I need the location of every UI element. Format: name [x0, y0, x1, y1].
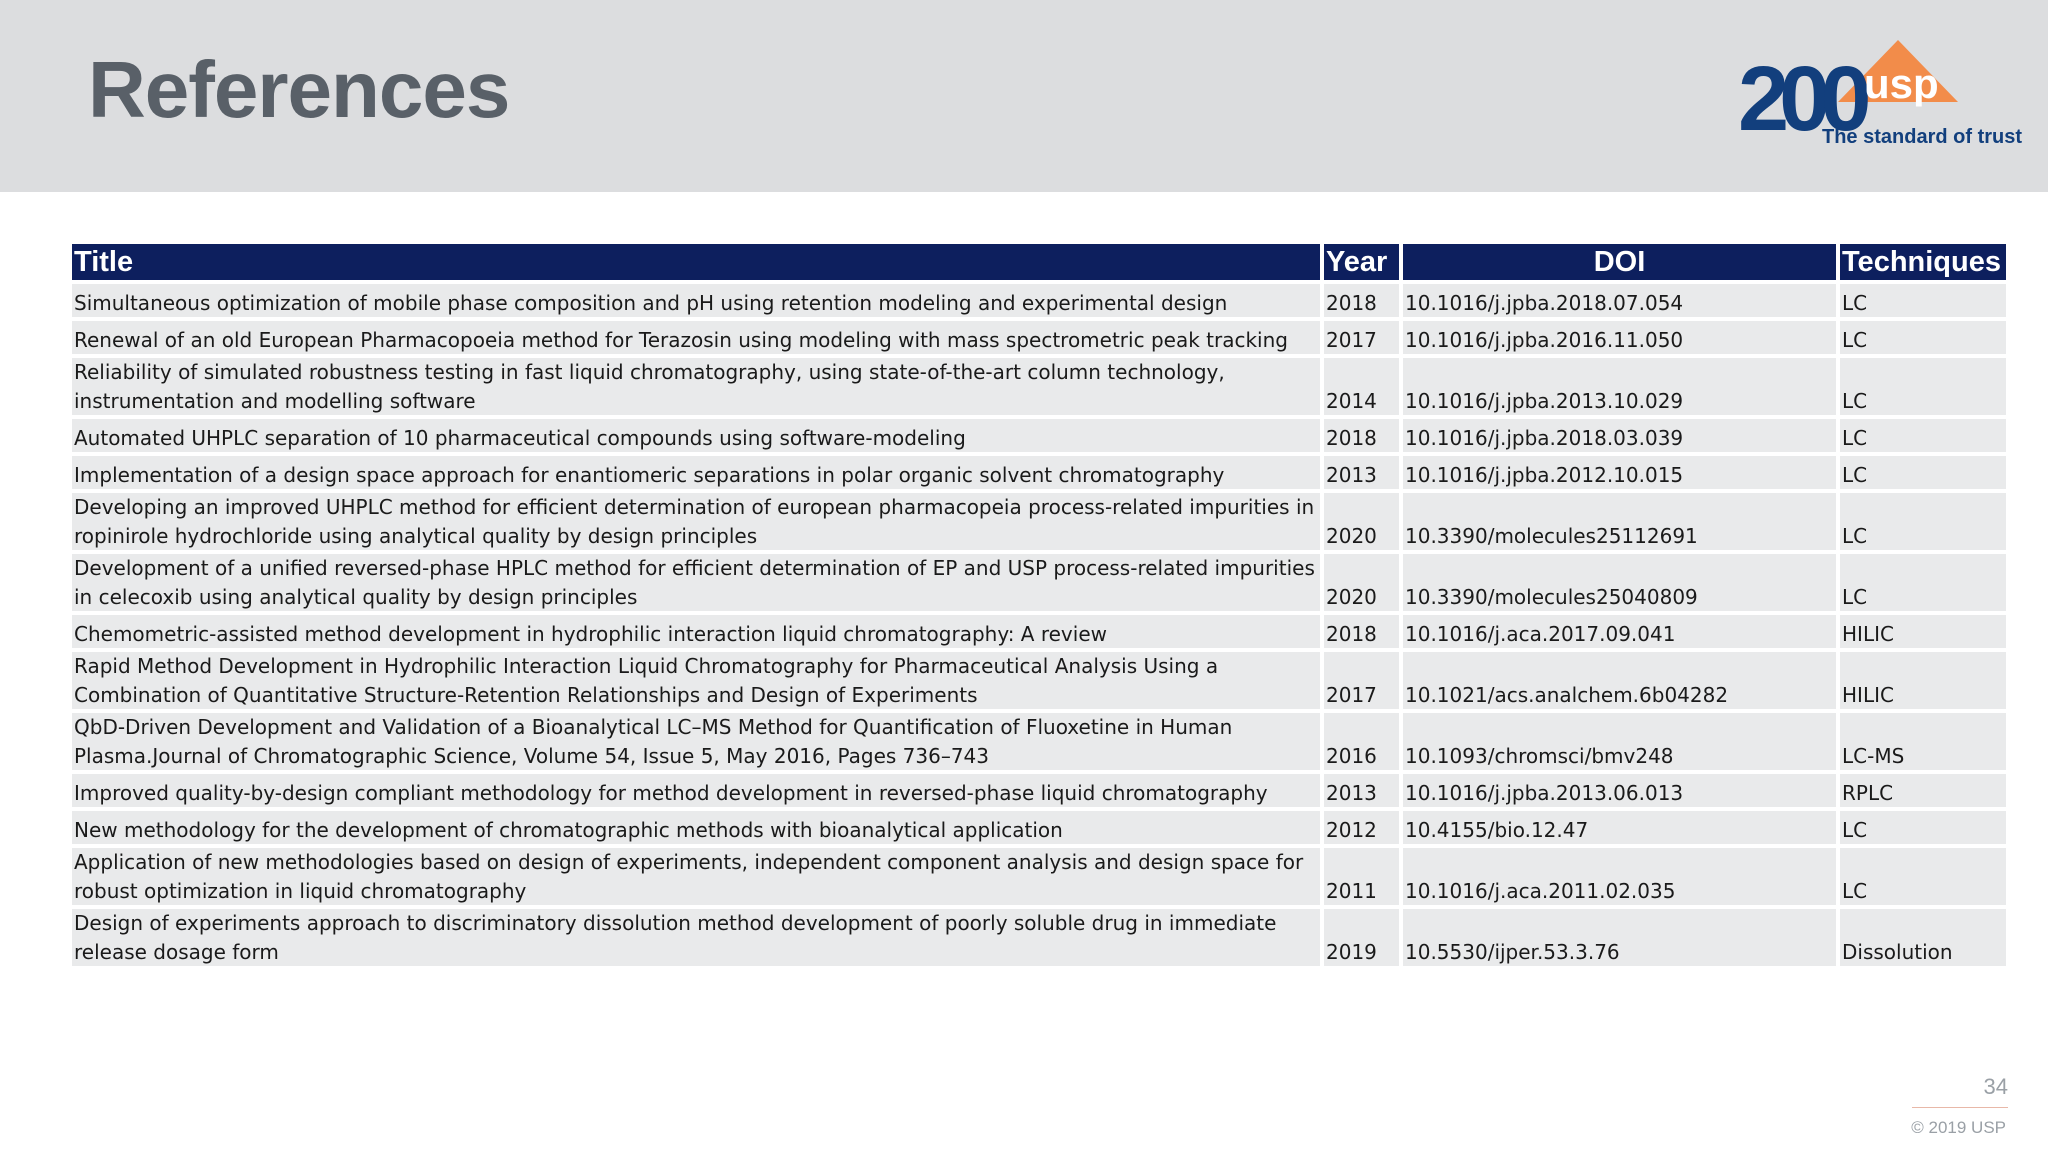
- reference-doi: 10.1093/chromsci/bmv248: [1401, 711, 1838, 772]
- reference-technique: LC-MS: [1838, 711, 2006, 772]
- logo-tagline: The standard of trust: [1822, 126, 2023, 148]
- reference-doi: 10.1016/j.aca.2011.02.035: [1401, 846, 1838, 907]
- reference-title: Automated UHPLC separation of 10 pharmaceutical compounds using software-modeling: [72, 417, 1322, 454]
- page-title: References: [88, 45, 510, 134]
- usp-200-logo: [1740, 40, 2023, 160]
- reference-year: 2017: [1322, 650, 1401, 711]
- reference-title: Improved quality-by-design compliant methodology for method development in reversed-phase liquid chromatography: [72, 772, 1322, 809]
- reference-technique: LC: [1838, 809, 2006, 846]
- reference-technique: LC: [1838, 846, 2006, 907]
- table-row: [72, 907, 2006, 966]
- reference-year: 2018: [1322, 613, 1401, 650]
- reference-year: 2016: [1322, 711, 1401, 772]
- reference-doi: 10.1016/j.jpba.2013.06.013: [1401, 772, 1838, 809]
- reference-year: 2013: [1322, 454, 1401, 491]
- reference-title: Implementation of a design space approach for enantiomeric separations in polar organic solvent chromatography: [72, 454, 1322, 491]
- reference-title: Chemometric-assisted method development in hydrophilic interaction liquid chromatography: A review: [72, 613, 1322, 650]
- reference-doi: 10.3390/molecules25112691: [1401, 491, 1838, 552]
- references-table: [72, 244, 2006, 966]
- reference-doi: 10.1016/j.aca.2017.09.041: [1401, 613, 1838, 650]
- table-row: [72, 711, 2006, 772]
- reference-year: 2014: [1322, 356, 1401, 417]
- reference-technique: LC: [1838, 552, 2006, 613]
- reference-technique: RPLC: [1838, 772, 2006, 809]
- reference-technique: LC: [1838, 491, 2006, 552]
- table-row: [72, 491, 2006, 552]
- reference-doi: 10.1016/j.jpba.2012.10.015: [1401, 454, 1838, 491]
- reference-doi: 10.1016/j.jpba.2016.11.050: [1401, 319, 1838, 356]
- logo-brand: usp: [1864, 60, 1939, 107]
- table-row: [72, 282, 2006, 319]
- reference-title: New methodology for the development of chromatographic methods with bioanalytical application: [72, 809, 1322, 846]
- reference-title: Developing an improved UHPLC method for efficient determination of european pharmacopeia process-related impurities in ropinirole hydrochloride using analytical quality by design principles: [72, 491, 1322, 552]
- table-row: [72, 846, 2006, 907]
- reference-technique: LC: [1838, 282, 2006, 319]
- reference-technique: LC: [1838, 454, 2006, 491]
- reference-doi: 10.1016/j.jpba.2018.07.054: [1401, 282, 1838, 319]
- reference-year: 2013: [1322, 772, 1401, 809]
- reference-title: Application of new methodologies based on design of experiments, independent component analysis and design space for robust optimization in liquid chromatography: [72, 846, 1322, 907]
- reference-doi: 10.3390/molecules25040809: [1401, 552, 1838, 613]
- table-row: [72, 613, 2006, 650]
- copyright-notice: © 2019 USP: [1911, 1118, 2006, 1137]
- reference-year: 2011: [1322, 846, 1401, 907]
- reference-title: Development of a unified reversed-phase HPLC method for efficient determination of EP and USP process-related impurities in celecoxib using analytical quality by design principles: [72, 552, 1322, 613]
- reference-doi: 10.5530/ijper.53.3.76: [1401, 907, 1838, 966]
- logo-number: 200: [1740, 48, 1862, 150]
- reference-year: 2019: [1322, 907, 1401, 966]
- table-row: [72, 809, 2006, 846]
- reference-year: 2020: [1322, 552, 1401, 613]
- reference-year: 2012: [1322, 809, 1401, 846]
- reference-year: 2020: [1322, 491, 1401, 552]
- reference-technique: LC: [1838, 319, 2006, 356]
- reference-year: 2018: [1322, 282, 1401, 319]
- table-row: [72, 417, 2006, 454]
- reference-title: Reliability of simulated robustness testing in fast liquid chromatography, using state-of-the-art column technology, instrumentation and modelling software: [72, 356, 1322, 417]
- reference-technique: Dissolution: [1838, 907, 2006, 966]
- column-header-doi: DOI: [1401, 244, 1838, 282]
- slide-header: [0, 0, 2048, 192]
- reference-year: 2018: [1322, 417, 1401, 454]
- footer-divider: [1912, 1107, 2008, 1108]
- reference-doi: 10.1016/j.jpba.2018.03.039: [1401, 417, 1838, 454]
- table-row: [72, 552, 2006, 613]
- reference-title: QbD-Driven Development and Validation of a Bioanalytical LC–MS Method for Quantification of Fluoxetine in Human Plasma.Journal of Chromatographic Science, Volume 54, Issue 5, May 2016, Pages 736–743: [72, 711, 1322, 772]
- reference-title: Design of experiments approach to discriminatory dissolution method development of poorly soluble drug in immediate release dosage form: [72, 907, 1322, 966]
- table-header-row: [72, 244, 2006, 282]
- reference-technique: LC: [1838, 417, 2006, 454]
- page-number: 34: [1983, 1074, 2008, 1099]
- reference-doi: 10.1016/j.jpba.2013.10.029: [1401, 356, 1838, 417]
- reference-technique: HILIC: [1838, 613, 2006, 650]
- reference-doi: 10.4155/bio.12.47: [1401, 809, 1838, 846]
- table-row: [72, 319, 2006, 356]
- column-header-year: Year: [1322, 244, 1401, 282]
- table-row: [72, 772, 2006, 809]
- column-header-title: Title: [72, 244, 1322, 282]
- reference-technique: HILIC: [1838, 650, 2006, 711]
- table-row: [72, 650, 2006, 711]
- column-header-techniques: Techniques: [1838, 244, 2006, 282]
- reference-technique: LC: [1838, 356, 2006, 417]
- reference-title: Rapid Method Development in Hydrophilic Interaction Liquid Chromatography for Pharmaceutical Analysis Using a Combination of Quantitative Structure-Retention Relationships and Design of Experiments: [72, 650, 1322, 711]
- reference-title: Renewal of an old European Pharmacopoeia method for Terazosin using modeling with mass spectrometric peak tracking: [72, 319, 1322, 356]
- reference-doi: 10.1021/acs.analchem.6b04282: [1401, 650, 1838, 711]
- table-row: [72, 356, 2006, 417]
- reference-title: Simultaneous optimization of mobile phase composition and pH using retention modeling and experimental design: [72, 282, 1322, 319]
- reference-year: 2017: [1322, 319, 1401, 356]
- table-row: [72, 454, 2006, 491]
